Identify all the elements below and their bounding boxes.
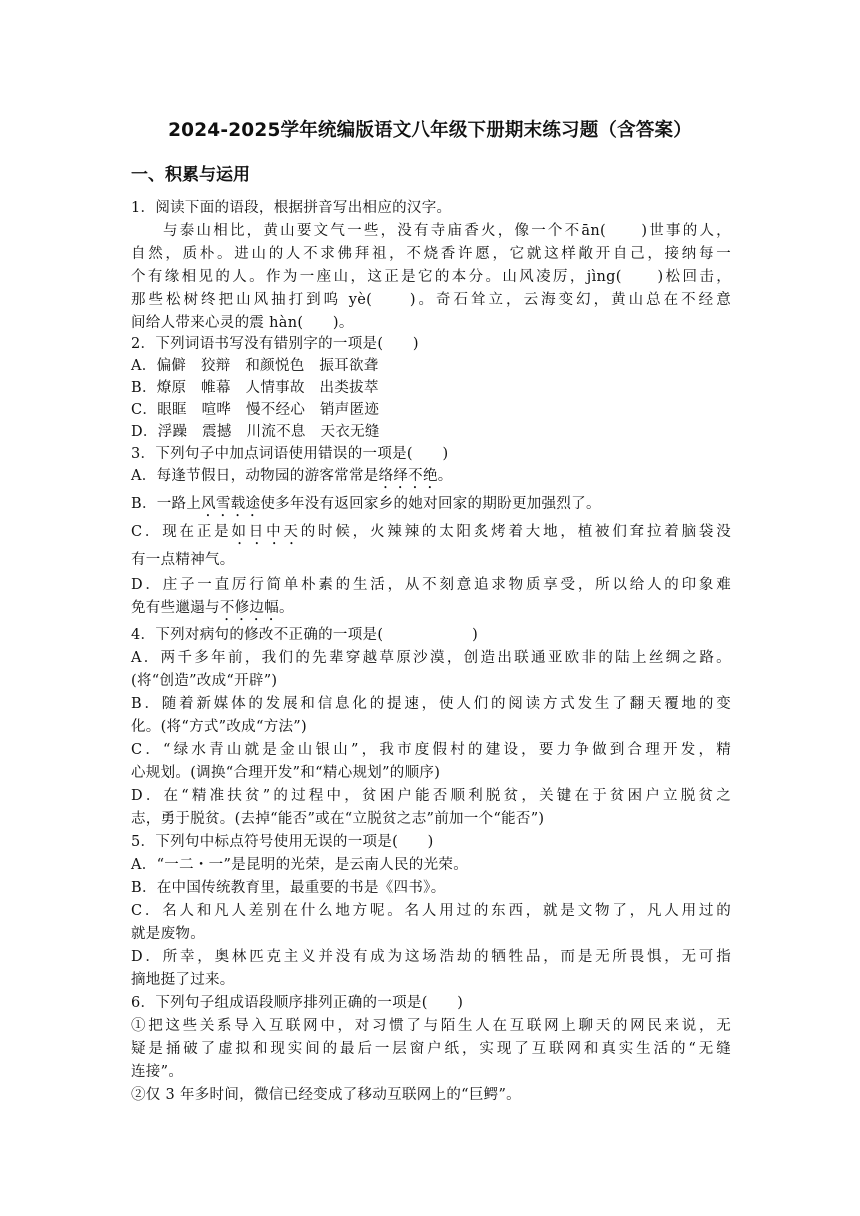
text-line: B．燎原 帷幕 人情事故 出类拔萃: [131, 380, 379, 396]
text-line: 自然，质朴。进山的人不求佛拜祖，不烧香许愿，它就这样敞开自己，接纳每一: [131, 246, 731, 262]
text-line: 1．阅读下面的语段，根据拼音写出相应的汉字。: [131, 200, 452, 216]
text-line: C．“绿水青山就是金山银山”，我市度假村的建设，要力争做到合理开发，精: [131, 742, 731, 758]
text-line: 4．下列对病句的修改不正确的一项是( ): [131, 627, 479, 643]
text-line: A．“一二・一”是昆明的光荣，是云南人民的光荣。: [131, 857, 468, 873]
text-line: 2．下列词语书写没有错别字的一项是( ): [131, 336, 419, 352]
text-line: C．名人和凡人差别在什么地方呢。名人用过的东西，就是文物了，凡人用过的: [131, 903, 731, 919]
text-line: D．所幸，奥林匹克主义并没有成为这场浩劫的牺牲品，而是无所畏惧，无可指: [131, 949, 731, 965]
text-line: 间给人带来心灵的震 hàn( )。: [131, 315, 354, 331]
emphasis-word: 风雪载途: [201, 496, 261, 512]
text-line: 那些松树终把山风抽打到呜 yè( )。奇石耸立，云海变幻，黄山总在不经意: [131, 292, 731, 308]
text-line: B．一路上风雪载途使多年没有返回家乡的她对回家的期盼更加强烈了。: [131, 496, 601, 512]
text-line: 5．下列句中标点符号使用无误的一项是( ): [131, 834, 434, 850]
text-line: D．庄子一直厉行简单朴素的生活，从不刻意追求物质享受，所以给人的印象难: [131, 577, 731, 593]
emphasis-word: 络绎不绝: [378, 468, 438, 484]
text-line: C．眼眶 喧哗 慢不经心 销声匿迹: [131, 402, 380, 418]
text-line: 就是废物。: [131, 926, 205, 942]
text-line: (将“创造”改成“开辟”): [131, 673, 278, 689]
text-line: 免有些邋遢与不修边幅。: [131, 600, 294, 616]
emphasis-word: 如日中天: [231, 524, 301, 540]
emphasis-word: 不修边幅: [219, 600, 280, 616]
text-line: 连接”。: [131, 1064, 184, 1080]
text-line: ①把这些关系导入互联网中，对习惯了与陌生人在互联网上聊天的网民来说，无: [131, 1018, 731, 1034]
text-line: B．随着新媒体的发展和信息化的提速，使人们的阅读方式发生了翻天覆地的变: [131, 696, 731, 712]
text-line: 6．下列句子组成语段顺序排列正确的一项是( ): [131, 995, 464, 1011]
text-line: 有一点精神气。: [131, 552, 235, 568]
page-title: 2024-2025学年统编版语文八年级下册期末练习题（含答案）: [168, 120, 692, 141]
text-line: A．两千多年前，我们的先辈穿越草原沙漠，创造出联通亚欧非的陆上丝绸之路。: [131, 650, 731, 666]
text-line: B．在中国传统教育里，最重要的书是《四书》。: [131, 880, 446, 896]
text-line: A．每逢节假日，动物园的游客常常是络绎不绝。: [131, 468, 453, 484]
text-line: 心规划。(调换“合理开发”和“精心规划”的顺序): [131, 765, 441, 781]
text-line: D．在“精准扶贫”的过程中，贫困户能否顺利脱贫，关键在于贫困户立脱贫之: [131, 788, 731, 804]
text-line: ②仅 3 年多时间，微信已经变成了移动互联网上的“巨鳄”。: [131, 1087, 521, 1103]
section-heading: 一、积累与运用: [131, 165, 250, 185]
text-line: A．偏僻 狡辩 和颜悦色 振耳欲聋: [131, 358, 379, 374]
text-line: 个有缘相见的人。作为一座山，这正是它的本分。山风凌厉，jìng( )松回击，: [131, 269, 731, 285]
text-line: 化。(将“方式”改成“方法”): [131, 719, 307, 735]
text-line: C．现在正是如日中天的时候，火辣辣的太阳炙烤着大地，植被们耷拉着脑袋没: [131, 524, 731, 540]
text-line: 疑是捅破了虚拟和现实间的最后一层窗户纸，实现了互联网和真实生活的“无缝: [131, 1041, 731, 1057]
text-line: 志，勇于脱贫。(去掉“能否”或在“立脱贫之志”前加一个“能否”): [131, 811, 545, 827]
text-line: 摘地挺了过来。: [131, 972, 235, 988]
text-line: D．浮躁 震撼 川流不息 天衣无缝: [131, 424, 380, 440]
text-line: 3．下列句子中加点词语使用错误的一项是( ): [131, 446, 449, 462]
text-line: 与泰山相比，黄山要文气一些，没有寺庙香火，像一个不ān( )世事的人，: [163, 223, 731, 239]
